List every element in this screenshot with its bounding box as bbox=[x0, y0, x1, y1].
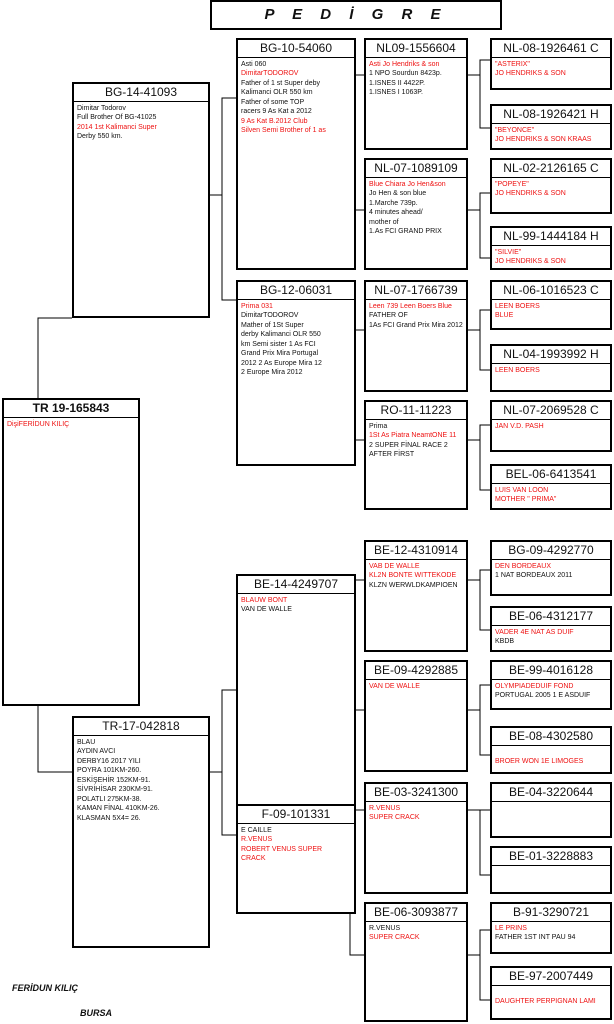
g4-lines-15 bbox=[492, 922, 610, 945]
g4-id-12: BE-08-4302580 bbox=[492, 728, 610, 746]
g3-id-8: BE-06-3093877 bbox=[366, 904, 466, 922]
g2-id-3: BE-14-4249707 bbox=[238, 576, 354, 594]
pedigree-line: 9 As Kat B.2012 Club bbox=[241, 117, 308, 125]
g4-lines-12 bbox=[492, 746, 610, 769]
g3-id-2: NL-07-1089109 bbox=[366, 160, 466, 178]
g4-lines-11 bbox=[492, 680, 610, 703]
pedigree-line: km Semi sister 1 As FCI bbox=[241, 340, 316, 348]
g2-box-1 bbox=[236, 38, 356, 270]
pedigree-line: VADER 4E NAT AS DUIF bbox=[495, 629, 574, 636]
g3-lines-1 bbox=[366, 58, 466, 100]
pedigree-line: KAMAN FİNAL 410KM-26. bbox=[77, 805, 160, 813]
g2-id-4: F-09-101331 bbox=[238, 806, 354, 824]
g3-box-1 bbox=[364, 38, 468, 150]
g4-id-3: NL-02-2126165 C bbox=[492, 160, 610, 178]
pedigree-line: Dimitar Todorov bbox=[77, 105, 126, 112]
dam-lines bbox=[74, 736, 208, 825]
g4-id-4: NL-99-1444184 H bbox=[492, 228, 610, 246]
g4-id-13: BE-04-3220644 bbox=[492, 784, 610, 802]
g4-id-14: BE-01-3228883 bbox=[492, 848, 610, 866]
g3-lines-5 bbox=[366, 560, 466, 592]
pedigree-line: 2 Europe Mira 2012 bbox=[241, 369, 303, 377]
pedigree-line: Silven Semi Brother of 1 as bbox=[241, 127, 326, 135]
g4-id-5: NL-06-1016523 C bbox=[492, 282, 610, 300]
pedigree-line: Asti 060 bbox=[241, 61, 267, 68]
pedigree-line: BLAU bbox=[77, 739, 96, 746]
g2-lines-3 bbox=[238, 594, 354, 617]
pedigree-line: R.VENUS bbox=[241, 836, 273, 844]
pedigree-line: Prima 031 bbox=[241, 303, 273, 310]
pedigree-line: AYDIN AVCI bbox=[77, 748, 116, 756]
g4-box-13 bbox=[490, 782, 612, 838]
g4-id-2: NL-08-1926421 H bbox=[492, 106, 610, 124]
g4-box-11 bbox=[490, 660, 612, 710]
g4-box-5 bbox=[490, 280, 612, 330]
pedigree-line: "POPEYE" bbox=[495, 181, 529, 188]
g3-id-1: NL09-1556604 bbox=[366, 40, 466, 58]
g3-id-4: RO-11-11223 bbox=[366, 402, 466, 420]
g2-box-4 bbox=[236, 804, 356, 914]
pedigree-line: Full Brother Of BG-41025 bbox=[77, 114, 157, 122]
pedigree-line: DAUGHTER PERPIGNAN LAMI bbox=[495, 998, 596, 1006]
g3-box-5 bbox=[364, 540, 468, 652]
g4-id-11: BE-99-4016128 bbox=[492, 662, 610, 680]
g4-box-7 bbox=[490, 400, 612, 452]
pedigree-line: LEEN BOERS bbox=[495, 367, 540, 374]
pedigree-line: 2014 1st Kalimanci Super bbox=[77, 123, 157, 131]
pedigree-line: "ASTERIX" bbox=[495, 61, 530, 68]
g2-box-3 bbox=[236, 574, 356, 806]
g4-lines-8 bbox=[492, 484, 610, 507]
g2-lines-2 bbox=[238, 300, 354, 380]
g3-box-8 bbox=[364, 902, 468, 1022]
pedigree-line: 1 NPO Sourdun 8423p. bbox=[369, 70, 442, 78]
g3-box-3 bbox=[364, 280, 468, 392]
g3-id-6: BE-09-4292885 bbox=[366, 662, 466, 680]
pedigree-line: 2012 2 As Europe Mira 12 bbox=[241, 359, 322, 367]
g4-id-15: B-91-3290721 bbox=[492, 904, 610, 922]
pedigree-line: DimitarTODOROV bbox=[241, 312, 299, 320]
pedigree-line: 1As FCI Grand Prix Mira 2012 bbox=[369, 321, 463, 329]
g4-box-2 bbox=[490, 104, 612, 150]
pedigree-line: POLATLI 275KM-38. bbox=[77, 795, 142, 803]
g4-id-10: BE-06-4312177 bbox=[492, 608, 610, 626]
g3-lines-4 bbox=[366, 420, 466, 462]
pedigree-line: 1 NAT BORDEAUX 2011 bbox=[495, 572, 573, 580]
pedigree-line: Asti Jo Hendriks & son bbox=[369, 61, 440, 68]
g4-lines-5 bbox=[492, 300, 610, 323]
pedigree-line: JAN V.D. PASH bbox=[495, 423, 544, 430]
pedigree-line: AFTER FİRST bbox=[369, 451, 415, 459]
pedigree-line: DimitarTODOROV bbox=[241, 70, 299, 78]
g4-box-10 bbox=[490, 606, 612, 652]
pedigree-line: LEEN BOERS bbox=[495, 303, 540, 310]
g4-box-14 bbox=[490, 846, 612, 894]
g4-id-6: NL-04-1993992 H bbox=[492, 346, 610, 364]
pedigree-line: JO HENDRIKS & SON KRAAS bbox=[495, 136, 592, 144]
pedigree-line: 1St As Piatra NeamtONE 11 bbox=[369, 432, 457, 440]
pedigree-line: 2 SUPER FİNAL RACE 2 bbox=[369, 441, 448, 449]
g3-lines-3 bbox=[366, 300, 466, 332]
sire-box bbox=[72, 82, 210, 318]
dam-id: TR-17-042818 bbox=[74, 718, 208, 736]
pedigree-line: FATHER OF bbox=[369, 312, 408, 320]
pedigree-line: BLAUW BONT bbox=[241, 597, 288, 604]
g3-lines-7 bbox=[366, 802, 466, 825]
pedigree-line: R.VENUS bbox=[369, 925, 401, 932]
pedigree-line: 4 minutes ahead/ bbox=[369, 209, 423, 217]
g4-box-9 bbox=[490, 540, 612, 596]
g3-lines-2 bbox=[366, 178, 466, 239]
sire-id: BG-14-41093 bbox=[74, 84, 208, 102]
subject-box bbox=[2, 398, 140, 706]
pedigree-line: KLASMAN 5X4= 26. bbox=[77, 814, 141, 822]
pedigree-line: CRACK bbox=[241, 855, 266, 863]
pedigree-line: ESKİŞEHİR 152KM-91. bbox=[77, 776, 151, 784]
pedigree-line: Blue Chiara Jo Hen&son bbox=[369, 181, 446, 188]
g3-box-4 bbox=[364, 400, 468, 510]
pedigree-line: DEN BORDEAUX bbox=[495, 563, 552, 570]
pedigree-line: 1.ISNES I 1063P. bbox=[369, 89, 423, 97]
pedigree-line: VAN DE WALLE bbox=[369, 683, 420, 690]
pedigree-line: MOTHER " PRIMA" bbox=[495, 496, 557, 504]
g4-lines-2 bbox=[492, 124, 610, 147]
g3-lines-6 bbox=[366, 680, 466, 693]
g3-box-7 bbox=[364, 782, 468, 894]
pedigree-line: Derby 550 km. bbox=[77, 133, 123, 141]
g4-lines-3 bbox=[492, 178, 610, 201]
pedigree-line bbox=[495, 988, 607, 997]
pedigree-line: Prima bbox=[369, 423, 388, 430]
pedigree-line: 1.ISNES II 4422P. bbox=[369, 79, 425, 87]
g2-lines-4 bbox=[238, 824, 354, 866]
pedigree-line: Jo Hen & son blue bbox=[369, 190, 427, 198]
breeder-city: BURSA bbox=[80, 1008, 113, 1018]
pedigree-line: OLYMPIADEDUIF FOND bbox=[495, 683, 574, 690]
pedigree-line: Mather of 1St Super bbox=[241, 321, 304, 329]
pedigree-line: JO HENDRIKS & SON bbox=[495, 190, 566, 198]
g4-lines-7 bbox=[492, 420, 610, 433]
g4-box-4 bbox=[490, 226, 612, 270]
pedigree-line: DERBY16 2017 YILI bbox=[77, 757, 141, 765]
g4-box-12 bbox=[490, 726, 612, 774]
g4-id-1: NL-08-1926461 C bbox=[492, 40, 610, 58]
g2-id-1: BG-10-54060 bbox=[238, 40, 354, 58]
g4-lines-1 bbox=[492, 58, 610, 81]
pedigree-line: R.VENUS bbox=[369, 805, 401, 812]
g4-id-16: BE-97-2007449 bbox=[492, 968, 610, 986]
pedigree-line: LUIS VAN LOON bbox=[495, 487, 549, 494]
breeder-name: FERİDUN KILIÇ bbox=[12, 983, 78, 993]
pedigree-line: derby Kalimanci OLR 550 bbox=[241, 331, 321, 339]
g4-box-16 bbox=[490, 966, 612, 1020]
pedigree-line: Leen 739 Leen Boers Blue bbox=[369, 303, 452, 310]
g3-id-5: BE-12-4310914 bbox=[366, 542, 466, 560]
pedigree-line: 1.As FCI GRAND PRIX bbox=[369, 228, 442, 236]
g3-lines-8 bbox=[366, 922, 466, 945]
g4-box-1 bbox=[490, 38, 612, 90]
pedigree-line: "BEYONCE" bbox=[495, 127, 535, 134]
pedigree-line: SUPER CRACK bbox=[369, 814, 420, 822]
g4-lines-9 bbox=[492, 560, 610, 583]
pedigree-line: SİVRİHİSAR 230KM-91. bbox=[77, 786, 153, 794]
g3-id-7: BE-03-3241300 bbox=[366, 784, 466, 802]
g4-id-7: NL-07-2069528 C bbox=[492, 402, 610, 420]
pedigree-line: "SILVIE" bbox=[495, 249, 522, 256]
pedigree-line: Grand Prix Mira Portugal bbox=[241, 350, 319, 358]
g4-lines-6 bbox=[492, 364, 610, 377]
pedigree-line: racers 9 As Kat a 2012 bbox=[241, 108, 312, 116]
pedigree-line: BLUE bbox=[495, 312, 514, 320]
g3-id-3: NL-07-1766739 bbox=[366, 282, 466, 300]
pedigree-line: JO HENDRIKS & SON bbox=[495, 258, 566, 266]
pedigree-line: mother of bbox=[369, 218, 399, 226]
pedigree-title: P E D İ G R E bbox=[210, 0, 502, 30]
pedigree-line: JO HENDRIKS & SON bbox=[495, 70, 566, 78]
g4-box-15 bbox=[490, 902, 612, 954]
pedigree-line: POYRA 101KM-260. bbox=[77, 767, 142, 775]
g4-lines-14 bbox=[492, 866, 610, 870]
pedigree-line: SUPER CRACK bbox=[369, 934, 420, 942]
sire-lines bbox=[74, 102, 208, 144]
subject-id: TR 19-165843 bbox=[4, 400, 138, 418]
pedigree-line: DişiFERİDUN KILIÇ bbox=[7, 421, 70, 428]
pedigree-line: LE PRINS bbox=[495, 925, 527, 932]
g4-lines-10 bbox=[492, 626, 610, 649]
pedigree-line: VAN DE WALLE bbox=[241, 606, 292, 614]
g4-id-8: BEL-06-6413541 bbox=[492, 466, 610, 484]
g2-box-2 bbox=[236, 280, 356, 466]
pedigree-line: FATHER 1ST INT PAU 94 bbox=[495, 934, 576, 942]
pedigree-line: Kalimanci OLR 550 km bbox=[241, 89, 313, 97]
g4-lines-4 bbox=[492, 246, 610, 269]
g4-box-8 bbox=[490, 464, 612, 510]
g4-lines-16 bbox=[492, 986, 610, 1009]
pedigree-line: Father of some TOP bbox=[241, 98, 305, 106]
g4-id-9: BG-09-4292770 bbox=[492, 542, 610, 560]
pedigree-line: Father of 1 st Super deby bbox=[241, 79, 320, 87]
g4-box-6 bbox=[490, 344, 612, 392]
g4-lines-13 bbox=[492, 802, 610, 806]
pedigree-line: BROER WON 1E LIMOGES bbox=[495, 758, 584, 766]
g2-id-2: BG-12-06031 bbox=[238, 282, 354, 300]
pedigree-line: PORTUGAL 2005 1 E ASDUIF bbox=[495, 692, 591, 700]
g3-box-2 bbox=[364, 158, 468, 270]
pedigree-line: ROBERT VENUS SUPER bbox=[241, 845, 323, 853]
g3-box-6 bbox=[364, 660, 468, 772]
g4-box-3 bbox=[490, 158, 612, 214]
g2-lines-1 bbox=[238, 58, 354, 138]
subject-lines bbox=[4, 418, 138, 431]
pedigree-line: VAB DE WALLE bbox=[369, 563, 420, 570]
pedigree-line: 1.Marche 739p. bbox=[369, 199, 418, 207]
pedigree-line: KL2N BONTE WITTEKODE bbox=[369, 572, 457, 580]
pedigree-line: KBDB bbox=[495, 638, 515, 646]
pedigree-line: KLZN WERWLDKAMPIOEN bbox=[369, 581, 458, 589]
pedigree-line: E CAILLE bbox=[241, 827, 272, 834]
pedigree-line bbox=[495, 748, 607, 757]
dam-box bbox=[72, 716, 210, 948]
